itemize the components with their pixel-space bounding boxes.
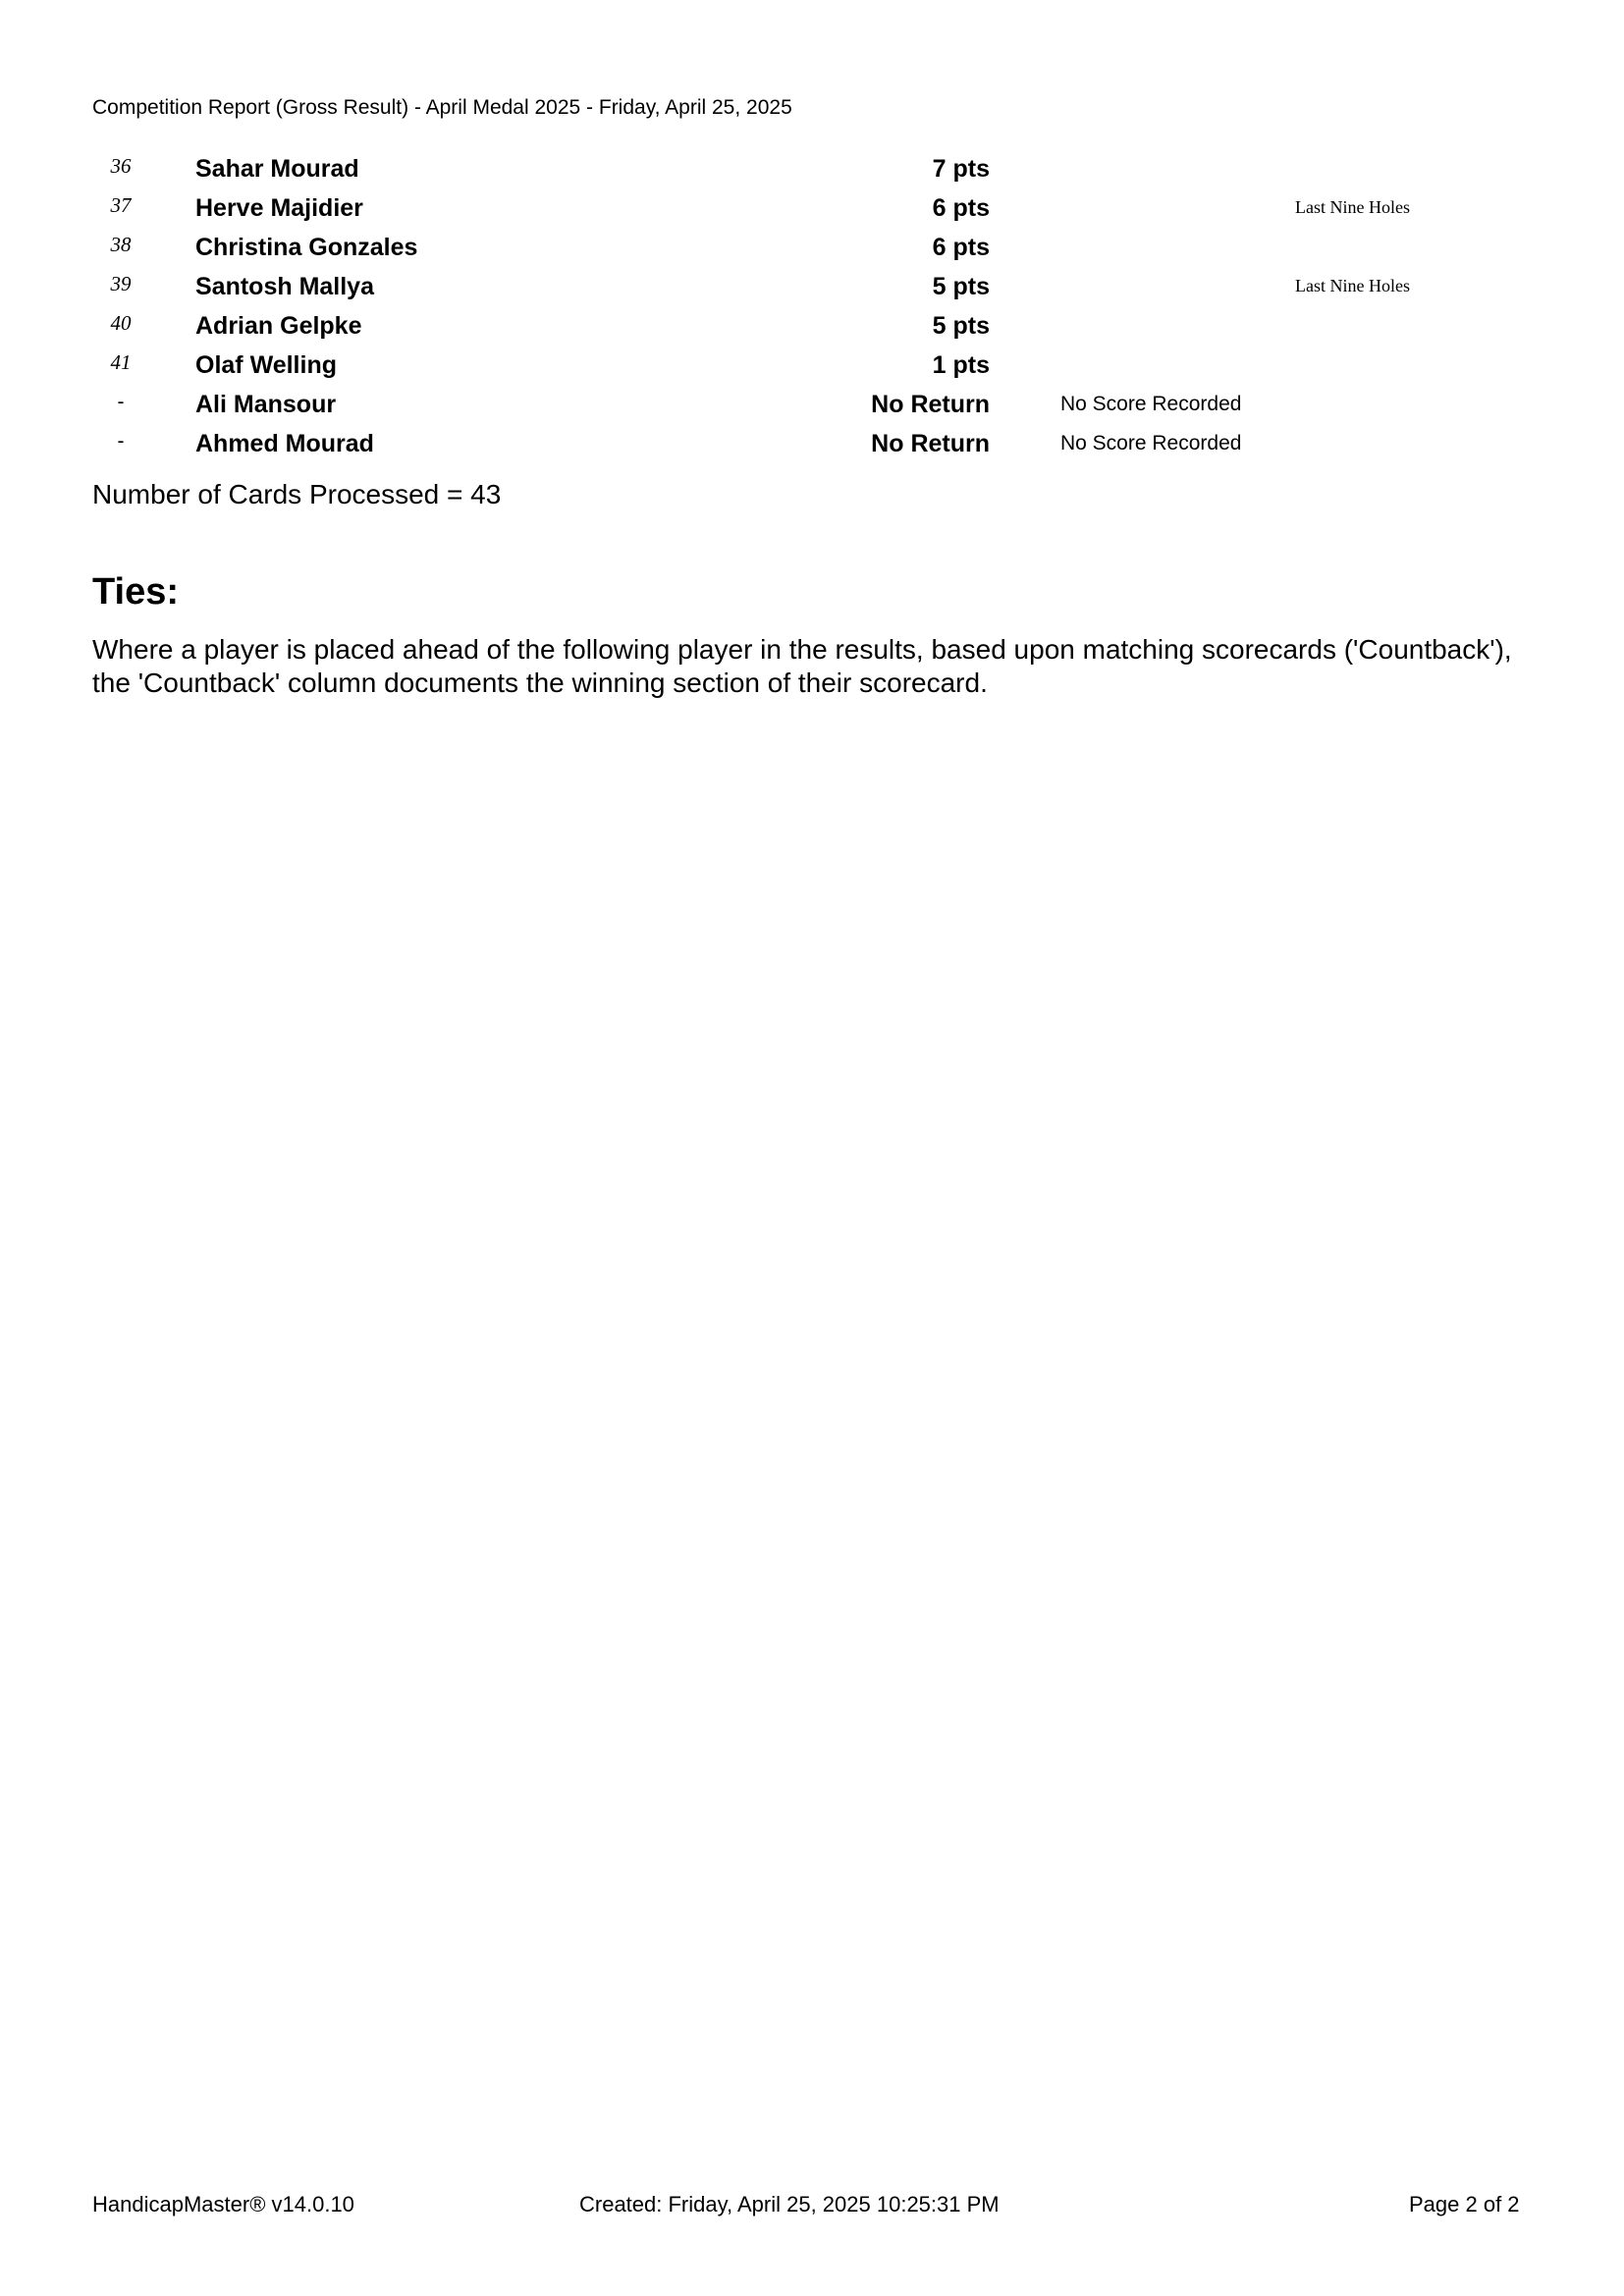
cards-processed: Number of Cards Processed = 43 <box>92 479 502 509</box>
table-row <box>92 346 1467 385</box>
footer-created: Created: Friday, April 25, 2025 10:25:31 PM <box>579 2192 1000 2216</box>
score: 6 pts <box>932 234 990 261</box>
ties-heading: Ties: <box>92 571 180 613</box>
score: 5 pts <box>932 273 990 300</box>
table-row <box>92 306 1467 346</box>
position: 41 <box>110 350 132 374</box>
score: 7 pts <box>932 155 990 183</box>
note: No Score Recorded <box>1060 432 1242 454</box>
position: - <box>117 430 125 453</box>
note: No Score Recorded <box>1060 393 1242 415</box>
table-row <box>92 149 1467 188</box>
score: 5 pts <box>932 312 990 340</box>
countback: Last Nine Holes <box>1295 276 1410 295</box>
player-name: Olaf Welling <box>195 351 337 379</box>
table-row <box>92 188 1467 228</box>
player-name: Santosh Mallya <box>195 273 374 300</box>
player-name: Ahmed Mourad <box>195 430 374 457</box>
score: No Return <box>871 430 990 457</box>
results-table <box>92 149 1467 463</box>
score: 6 pts <box>932 194 990 222</box>
table-row <box>92 385 1467 424</box>
score: No Return <box>871 391 990 418</box>
player-name: Sahar Mourad <box>195 155 359 183</box>
report-header: Competition Report (Gross Result) - April Medal 2025 - Friday, April 25, 2025 <box>92 96 792 119</box>
table-row <box>92 228 1467 267</box>
table-row <box>92 424 1467 463</box>
table-row <box>92 267 1467 306</box>
player-name: Adrian Gelpke <box>195 312 362 340</box>
player-name: Herve Majidier <box>195 194 363 222</box>
position: - <box>117 391 125 413</box>
player-name: Christina Gonzales <box>195 234 418 261</box>
position: 36 <box>110 154 132 178</box>
position: 38 <box>110 233 132 256</box>
footer-software: HandicapMaster® v14.0.10 <box>92 2192 354 2216</box>
position: 39 <box>110 272 132 295</box>
score: 1 pts <box>932 351 990 379</box>
position: 37 <box>110 193 132 217</box>
player-name: Ali Mansour <box>195 391 337 418</box>
position: 40 <box>110 311 132 335</box>
ties-description: Where a player is placed ahead of the following player in the results, based upon matching scorecards ('Countback'), the 'Countback' column documents the winning section of their scorecard. <box>92 634 1512 698</box>
footer-page-number: Page 2 of 2 <box>1409 2192 1520 2216</box>
countback: Last Nine Holes <box>1295 197 1410 217</box>
